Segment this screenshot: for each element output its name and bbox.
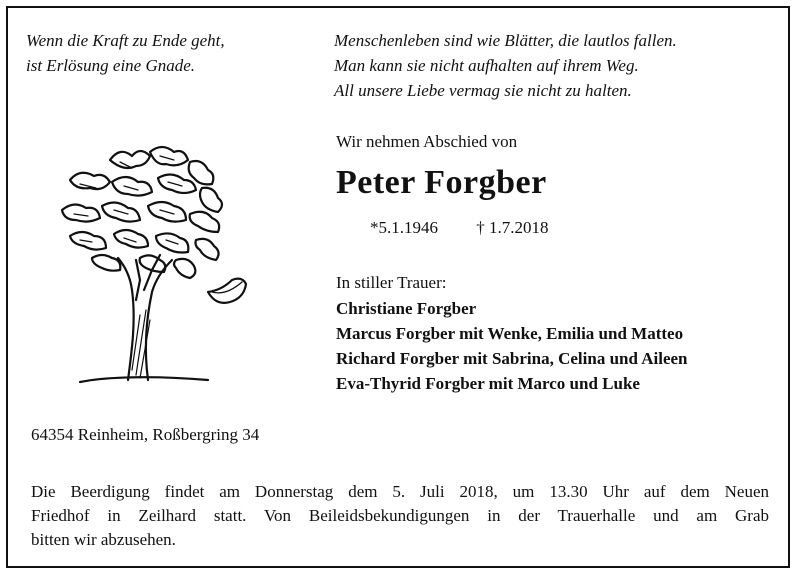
- mourner: Eva-Thyrid Forgber mit Marco und Luke: [336, 374, 640, 393]
- falling-leaf-icon: [208, 279, 246, 303]
- quote-right-line: Menschenleben sind wie Blätter, die lautlos fallen.: [334, 31, 677, 50]
- quote-right: [334, 28, 774, 103]
- family-address: 64354 Reinheim, Roßbergring 34: [31, 425, 260, 444]
- tree-icon: [40, 140, 270, 400]
- quote-left-line: Wenn die Kraft zu Ende geht,: [26, 31, 225, 50]
- mourning-label: In stiller Trauer:: [336, 273, 447, 292]
- intro-text: Wir nehmen Abschied von: [336, 132, 518, 151]
- quote-right-line: All unsere Liebe vermag sie nicht zu halten.: [334, 81, 632, 100]
- quote-left: [26, 28, 306, 78]
- mourner: Christiane Forgber: [336, 299, 477, 318]
- funeral-notice-line: Die Beerdigung findet am Donnerstag dem 5. Juli 2018, um 13.30 Uhr auf dem Neuen: [31, 482, 769, 501]
- mourners-list: [336, 296, 688, 396]
- mourner: Marcus Forgber mit Wenke, Emilia und Matteo: [336, 324, 684, 343]
- funeral-notice-line: Friedhof in Zeilhard statt. Von Beileidsbekundigungen in der Trauerhalle und am Grab: [31, 506, 769, 525]
- quote-right-line: Man kann sie nicht aufhalten auf ihrem Weg.: [334, 56, 639, 75]
- mourner: Richard Forgber mit Sabrina, Celina und Aileen: [336, 349, 688, 368]
- funeral-notice: [31, 480, 769, 552]
- funeral-notice-line: bitten wir abzusehen.: [31, 530, 176, 549]
- death-date: † 1.7.2018: [476, 218, 549, 237]
- quote-left-line: ist Erlösung eine Gnade.: [26, 56, 196, 75]
- life-dates: [370, 218, 549, 238]
- deceased-name: Peter Forgber: [336, 164, 547, 201]
- birth-date: *5.1.1946: [370, 218, 438, 237]
